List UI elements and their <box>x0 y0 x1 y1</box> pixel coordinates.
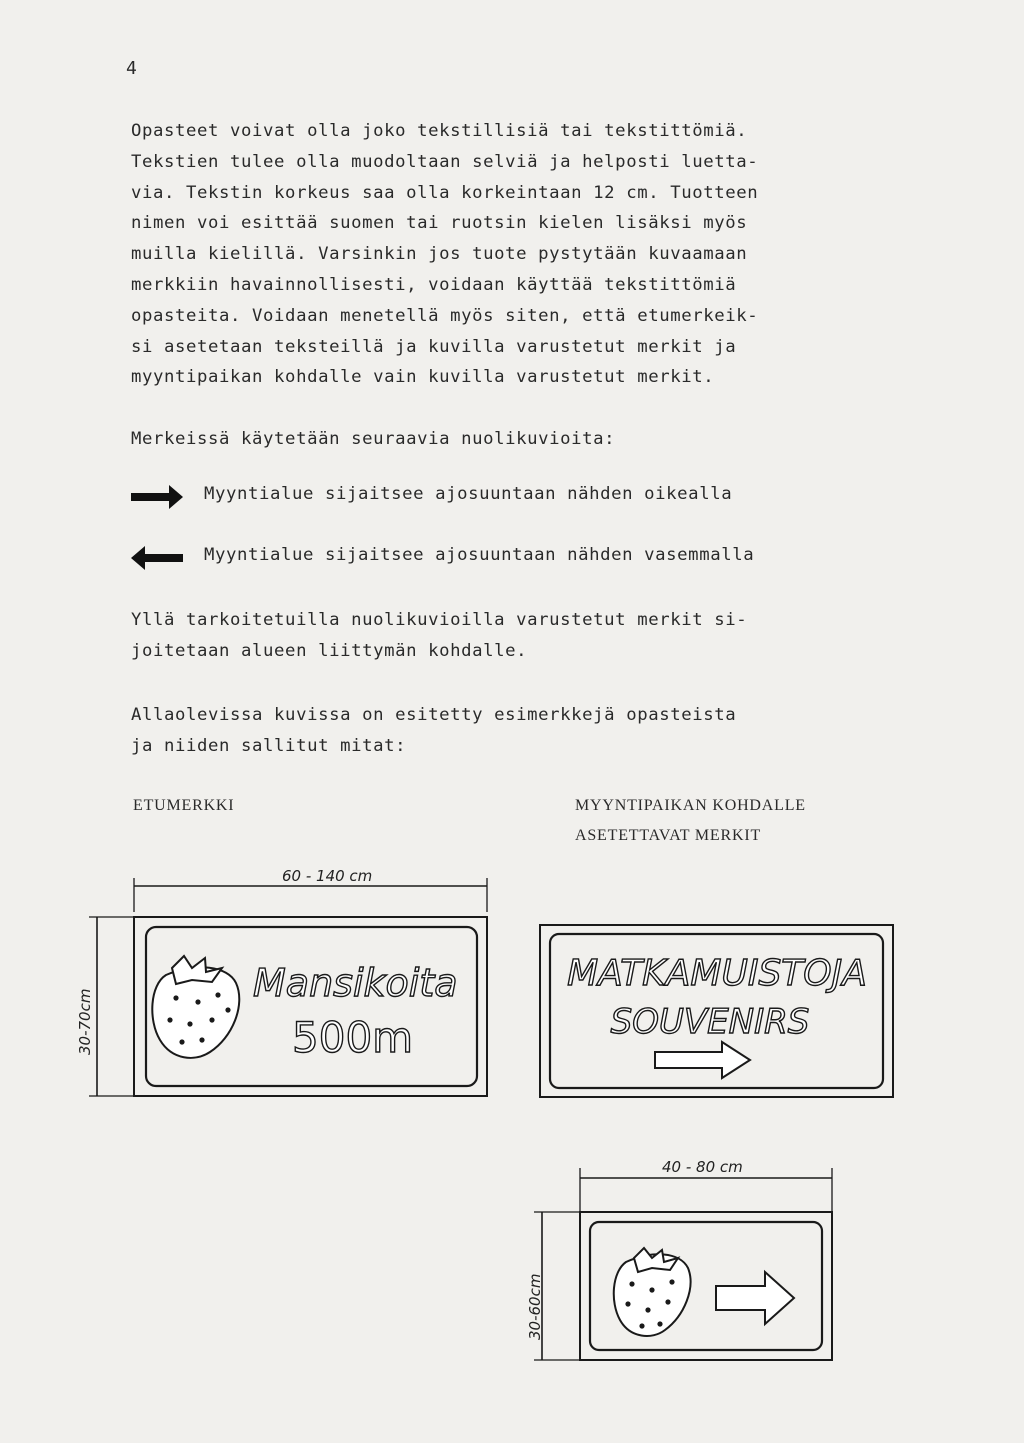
sign1-width-label: 60 - 140 cm <box>282 867 373 885</box>
paragraph-line: via. Tekstin korkeus saa olla korkeintaan 12 cm. Tuotteen <box>131 182 759 203</box>
paragraph-line: si asetetaan teksteillä ja kuvilla varustetut merkit ja <box>131 336 737 357</box>
sign3-arrow-right-icon <box>716 1272 794 1324</box>
paragraph-line: ja niiden sallitut mitat: <box>131 735 407 756</box>
paragraph-line: opasteita. Voidaan menetellä myös siten, että etumerkeik- <box>131 305 759 326</box>
advance-sign-figure <box>76 867 487 1096</box>
paragraph-line: nimen voi esittää suomen tai ruotsin kielen lisäksi myös <box>131 213 748 234</box>
paragraph-line: Merkeissä käytetään seuraavia nuolikuvioita: <box>131 429 616 449</box>
paragraph-line: Opasteet voivat olla joko tekstillisiä tai tekstittömiä. <box>131 121 748 141</box>
arrow-right-text: Myyntialue sijaitsee ajosuuntaan nähden oikealla <box>204 484 733 504</box>
sign2-line1: MATKAMUISTOJA <box>567 953 867 994</box>
paragraph-line: joitetaan alueen liittymän kohdalle. <box>131 640 528 661</box>
arrow-left-text: Myyntialue sijaitsee ajosuuntaan nähden vasemmalla <box>204 545 755 565</box>
sales-point-text-sign-figure <box>540 925 893 1097</box>
sign3-height-label: 30-60cm <box>526 1273 544 1340</box>
sign1-title: Mansikoita <box>253 961 458 1005</box>
strawberry-icon <box>152 956 239 1058</box>
paragraph-line: Allaolevissa kuvissa on esitetty esimerkkejä opasteista <box>131 705 737 725</box>
paragraph-line: muilla kielillä. Varsinkin jos tuote pystytään kuvaamaan <box>131 244 748 265</box>
sign2-arrow-right-icon <box>655 1042 750 1078</box>
paragraph-line: Tekstien tulee olla muodoltaan selviä ja helposti luetta- <box>131 151 759 172</box>
strawberry-icon <box>614 1248 691 1336</box>
sign1-distance: 500m <box>292 1013 414 1062</box>
caption-etumerkki: ETUMERKKI <box>133 797 235 814</box>
paragraph-line: myyntipaikan kohdalle vain kuvilla varustetut merkit. <box>131 367 715 388</box>
caption-sales-point-line1: MYYNTIPAIKAN KOHDALLE <box>575 797 806 814</box>
page-number: 4 <box>126 58 137 79</box>
paragraph-line: merkkiin havainnollisesti, voidaan käyttää tekstittömiä <box>131 274 737 295</box>
sign2-line2: SOUVENIRS <box>610 1002 810 1042</box>
sign1-height-label: 30-70cm <box>76 988 94 1055</box>
paragraph-line: Yllä tarkoitetuilla nuolikuvioilla varustetut merkit si- <box>131 610 748 630</box>
sign3-width-label: 40 - 80 cm <box>662 1158 743 1176</box>
sales-point-picture-sign-figure <box>526 1158 832 1360</box>
caption-sales-point-line2: ASETETTAVAT MERKIT <box>575 827 762 844</box>
